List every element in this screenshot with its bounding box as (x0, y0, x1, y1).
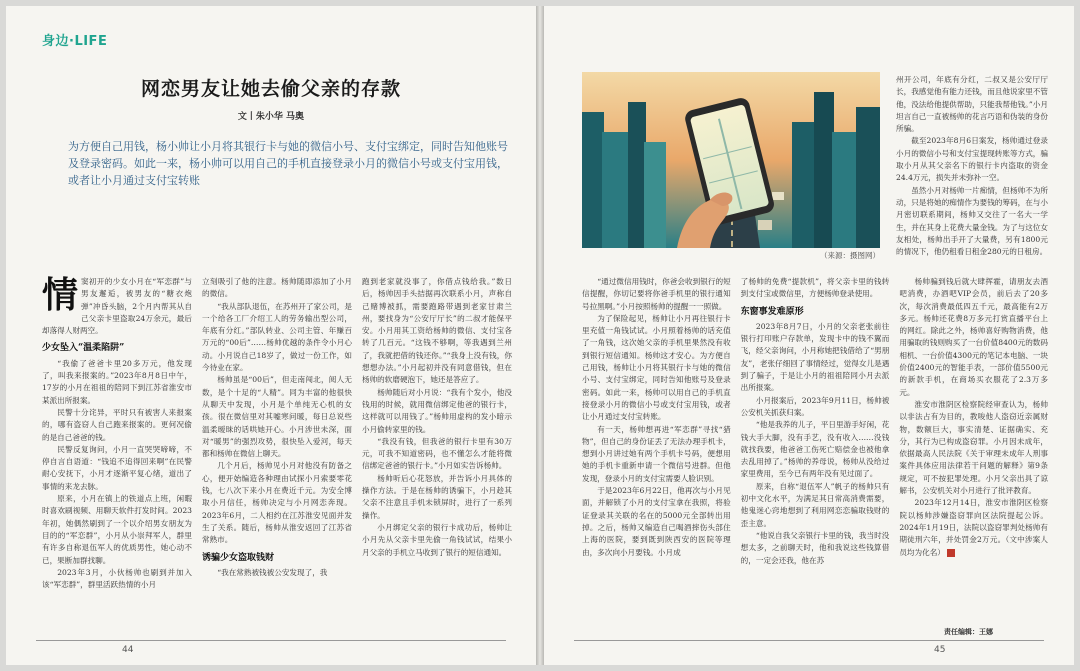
paragraph: 杨帅虽是“00后”，但走南闯北，阅人无数，是个十足的“人精”。同为丰富的他很快从聊天中发现，小月是个单纯无心机的女孩。很在微信里对其嘘寒问暖，每日总说些温柔暧昧的话哄她开心。小月涉世未深，面对“暖男”的强烈攻势，很快坠入爱河，每天都和杨帅在微信上聊天。 (202, 375, 352, 459)
paragraph: 几个月后，杨帅见小月对他没有防备之心，便开始编造各种理由试探小月索要零花钱，七八次下来小月在费近千元。为安全博取小月信任，杨帅决定与小月网恋奔现。2023年6月，二人相约在江苏淮安见面并发生了关系。随后，杨帅从淮安返回了江苏省常熟市。 (202, 461, 352, 545)
paragraph: 2023年3月，小伙杨帅也刷到并加入该“军恋群”，群里活跃热情的小月 (42, 567, 192, 590)
paragraph: 截至2023年8月6日案发，杨帅通过登录小月的微信小号和支付宝提现转账等方式，骗取小月从其父亲名下的银行卡内盗取的资金24.4万元，损失并未弥补一空。 (896, 136, 1048, 183)
paragraph: 杨帅随后对小月说：“我有个发小，他没钱用的时候，就用微信绑定他爸的银行卡，这样就可以用钱了。”杨帅用虚构的发小暗示小月偷转家里的钱。 (362, 387, 512, 434)
subheading: 诱骗少女盗取钱财 (202, 552, 275, 563)
paragraph: 2023年8月7日，小月的父亲老张前往银行打印账户存款单，发现卡中的钱不翼而飞，经父亲询问，小月称她把钱借给了“男朋友”，老张仔细回了事情经过，觉得女儿是遇到了骗子，于是让小月的祖祖陪同小月去派出所报案。 (740, 321, 890, 393)
page-number: 45 (934, 645, 946, 655)
paragraph: 小月绑定父亲的银行卡成功后，杨帅让小月先从父亲卡里先偷一角钱试试，结果小月父亲的手机立马收到了银行的短信通知。 (362, 522, 512, 557)
paragraph: 原来，自称“退伍军人”帆子的杨帅只有初中文化水平，为满足其日常高消费需要，他鬼迷心窍地想到了利用网恋恋骗取钱财的歪主意。 (740, 481, 890, 528)
paragraph: “他是我养的儿子，平日里游手好闲，花钱大手大脚，没有手艺，没有收入……没钱就找我要，他爸爸工伤死亡赔偿金也被他拿去乱用掉了。”杨帅的养母说，杨帅从没给过家里费用，至今已有两年没有见过面了。 (740, 420, 890, 479)
end-mark-icon (947, 549, 955, 557)
lead-paragraph: 为方便自己用钱，杨小帅让小月将其银行卡与她的微信小号、支付宝绑定，同时告知他账号及登录密码。如此一来，杨小帅可以用自己的手机直接登录小月的微信小号或支付宝用钱，或者让小月通过支付宝转账 (68, 140, 508, 187)
paragraph: 有一天，杨帅想再进“军恋群”寻找“猎物”，但自己的身份证丢了无法办理手机卡，想到小月讲过她有两个手机卡号码，便想用她的手机卡重新申请一个微信号进群。但他发现，登录小月的支付宝需要人脸识别。 (582, 424, 731, 483)
paragraph: “通过微信用钱时，你爸会收到银行的短信提醒，你切记要将你爸手机里的银行通知号拉黑啊。”小月按照杨帅的提醒一一照做。 (582, 277, 731, 311)
left-page (6, 6, 536, 665)
editor-credit: 责任编辑：王娜 (944, 628, 993, 636)
page-number: 44 (122, 645, 134, 655)
subheading: 少女坠入“温柔陷阱” (42, 343, 125, 354)
paragraph: “我从部队退伍，在苏州开了家公司，是一个给各工厂介绍工人的劳务输出型公司，年底有分红。”部队转业、公司主管、年赚百万元的“00后”……杨帅优越的条件令小月心动。小月说自己18岁了，做过一份工作，如今待业在家。 (202, 301, 352, 373)
paragraph: “我偷了爸爸卡里20多万元，他发现了，叫我来报案的。”2023年8月8日中午，17岁的小月在祖祖的陪同下到江苏省淮安市某派出所报案。 (42, 358, 192, 405)
paragraph: 跑到老家就没事了，你借点钱给我。”数日后，杨帅因手头拮据再次联系小月，声称自己赌博被抓，需要跑路带遇到老家甘肃兰州，要找身为“公安厅厅长”的二叔才能保平安。小月用其工资给杨帅的微信、支付宝各转了几百元。“这钱不够啊，等我遇到兰州了，我就把借的钱还你。”“我身上没有钱，你想想办法。”小月起初并没有同意借钱，但在杨帅的软磨硬泡下，她还是答应了。 (362, 277, 512, 385)
paragraph: 小月报案后，2023年9月11日，杨帅被公安机关抓获归案。 (740, 395, 890, 417)
illustration-phone-city (582, 72, 880, 248)
left-column-1 (42, 276, 192, 636)
paragraph: 为了保险起见，杨帅让小月再往银行卡里充值一角钱试试。小月照着杨帅的话充值了一角钱，这次她父亲的手机里果然没有收到银行短信通知。杨帅这才安心。为方便自己用钱，杨帅让小月将其银行卡与她的微信小号、支付宝绑定，同时告知他账号及登录密码。如此一来，杨帅可以用自己的手机直接登录小月的微信小号或支付宝用钱，或者让小月通过支付宝转账。 (582, 313, 731, 422)
section-tag: 身边·LIFE (42, 34, 108, 49)
byline: 文丨朱小华 马奥 (237, 112, 305, 122)
paragraph: 州开公司，年底有分红，二叔又是公安厅厅长，我感觉他有能力还钱，而且他说家里不管他，没法给他提供帮助，只能我帮他钱。”小月坦言自己一直被杨帅的花言巧语和伪装的身份所骗。 (896, 75, 1048, 134)
left-column-3 (362, 276, 512, 636)
paragraph: 了杨帅的免费“提款机”，将父亲卡里的钱转到支付宝或微信里，方便杨帅登录使用。 (740, 277, 890, 299)
paragraph: 淮安市淮阴区检察院经审查认为，杨帅以非法占有为目的，教唆他人盗窃近亲属财物，数额巨大，事实清楚、证据确实、充分，其行为已构成盗窃罪。小月因未成年，依据最高人民法院《关于审理未成年人刑事案件具体应用法律若干问题的解释》第9条规定，可不按犯罪处理。小月父亲出具了谅解书，公安机关对小月进行了批评教育。 (899, 399, 1049, 496)
illustration-svg (582, 72, 880, 248)
article-headline: 网恋男友让她去偷父亲的存款 (140, 78, 401, 100)
drop-cap: 情 (42, 276, 79, 316)
right-column-3 (899, 276, 1048, 616)
right-top-column (896, 74, 1048, 306)
right-page (544, 6, 1074, 665)
paragraph: 情窦初开的少女小月在“军恋群”与男友邂逅，被男友的“糖衣炮弹”冲昏头脑，2个月内帮其从自己父亲卡里盗取24万余元，最后却落得人财两空。 (42, 276, 192, 336)
paragraph: 民警十分诧异，平时只有被害人来报案的，哪有盗窃人自己跑来报案的。更何况偷的是自己爸爸的钱。 (42, 407, 192, 442)
paragraph: 虽然小月对杨帅一片痴情，但杨帅不为所动，只是将她的痴情作为要钱的筹码，在与小月密切联系期间，杨帅又交往了一名大一学生，并在其身上花费大量金钱。为了与这位女友相处，杨帅出手开了大量费，另有1800元的情况下，他仍租看日租金280元的日租房。 (896, 185, 1048, 257)
right-column-1 (582, 276, 731, 616)
paragraph: 民警反复询问，小月一直哭哭啼啼，不停自言自语道：“钱追不追得回来啊”在民警耐心安抚下，小月才逐渐平复心绪，道出了事情的来龙去脉。 (42, 444, 192, 491)
paragraph: 于是2023年6月22日，他再次与小月见面，并解锁了小月的支付宝拿在我照，将验证登录其关联的名在的5000元全部转出用掉。之后，杨帅又编造自己喝酒摔伤头部住上海的医院，要到既到陕西安的医院等理由，多次向小月要钱。小月成 (582, 486, 731, 557)
paragraph: 2023年12月14日，淮安市淮阴区检察院以杨帅涉嫌盗窃罪向区法院提起公诉。2024年1月19日，法院以盗窃罪判处杨帅有期徒刑六年，并处罚金2万元。（文中涉案人员均为化名） (899, 498, 1049, 557)
subheading: 东窗事发难原形 (740, 306, 804, 317)
paragraph: “他说自我父亲银行卡里的钱，我当时没想太多，之前聊天时，他和我说这些钱算借的，一定会还我，他在苏 (740, 530, 890, 565)
paragraph: 立刻吸引了他的注意。杨帅随即添加了小月的微信。 (202, 277, 352, 299)
footer-rule (574, 640, 1044, 641)
paragraph: “我没有钱，但我爸的银行卡里有30万元，可我不知道密码，也不懂怎么才能将微信绑定爸爸的银行卡。”小月如实告诉杨帅。 (362, 436, 512, 471)
spine (536, 6, 544, 665)
footer-rule (36, 640, 506, 641)
right-column-2 (741, 276, 890, 616)
paragraph: 原来，小月在镇上的铁道点上班，闲暇时喜欢刷视频、用聊天软件打发时间。2023年初，她偶然刷到了一个以介绍男女朋友为目的的“军恋群”，小月从小崇拜军人，群里有许多自称退伍军人的优质男性，她心动不已，果断加群找聊。 (42, 494, 192, 565)
paragraph: 杨帅听后心花怒放，并告诉小月具体的操作方法。于是在杨帅的诱骗下，小月趁其父亲不注意且手机未锁屏时，进行了一系列操作。 (362, 473, 512, 520)
left-column-2 (202, 276, 352, 636)
paragraph: “我在常熟被钱被公安发现了，我 (217, 567, 328, 577)
right-body-columns (582, 276, 1048, 616)
left-body-columns (42, 276, 512, 636)
paragraph: 杨帅骗到钱后就大肆挥霍，请朋友去酒吧消费，办酒吧VIP会员，前后去了20多次，每次消费最低四五千元，最高能有2万多元。杨帅还花费8万多元打赏直播平台上的网红。除此之外，杨帅喜好购物消费，他用骗取的钱则购买了一台价值8400元的数码相机、一台价值4300元的笔记本电脑、一块价值2400元的智能手表，一部价值5500元的新款手机，在商场买衣服花了2.3万多元。 (899, 277, 1049, 397)
photo-caption: （来源：摄图网） (820, 251, 880, 260)
